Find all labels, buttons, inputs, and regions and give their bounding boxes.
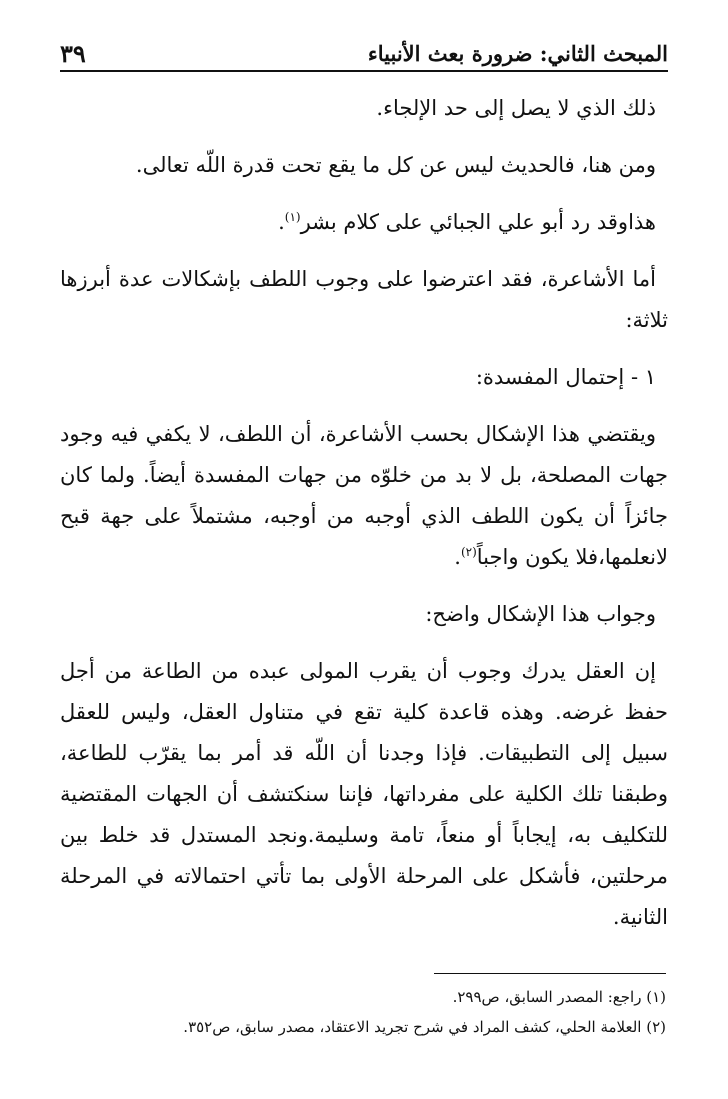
body-text	[60, 88, 668, 938]
paragraph-3: هذاوقد رد أبو علي الجبائي على كلام بشر$^{(١)}$.	[278, 210, 656, 234]
footnote-marker-1: (١)	[284, 210, 301, 224]
paragraph-5: ويقتضي هذا الإشكال بحسب الأشاعرة، أن اللطف، لا يكفي فيه وجود جهات المصلحة، بل لا بد من خلوّه من جهات المفسدة أيضاً. ولما كان جائزاً أن يكون اللطف الذي أوجبه من أوجبه، مشتملاً على جهة قبح لانعلمها،فلا يكون واجباً$^{(٢)}$.	[60, 422, 668, 569]
paragraph-6: وجواب هذا الإشكال واضح:	[425, 602, 656, 626]
paragraph-2: ومن هنا، فالحديث ليس عن كل ما يقع تحت قدرة اللّه تعالى.	[135, 153, 656, 177]
page-number: ٣٩	[60, 39, 86, 68]
chapter-title: المبحث الثاني: ضرورة بعث الأنبياء	[367, 41, 668, 66]
book-page	[60, 28, 668, 948]
running-header	[60, 28, 668, 72]
paragraph-4: أما الأشاعرة، فقد اعترضوا على وجوب اللطف بإشكالات عدة أبرزها ثلاثة:	[60, 267, 668, 332]
footnote-2: (٢) العلامة الحلي، كشف المراد في شرح تجريد الاعتقاد، مصدر سابق، ص٣٥٢.	[183, 1018, 666, 1036]
section-heading-1: ١ - إحتمال المفسدة:	[475, 365, 656, 389]
paragraph-1: ذلك الذي لا يصل إلى حد الإلجاء.	[376, 96, 656, 120]
footnote-1: (١) راجع: المصدر السابق، ص٢٩٩.	[452, 988, 666, 1006]
footnotes	[60, 982, 666, 1042]
paragraph-7: إن العقل يدرك وجوب أن يقرب المولى عبده من الطاعة من أجل حفظ غرضه. وهذه قاعدة كلية تقع في متناول العقل، وليس للعقل سبيل إلى التطبيقات. فإذا وجدنا أن اللّه قد أمر بما يقرّب للطاعة، وطبقنا تلك الكلية على مفرداتها، فإننا سنكتشف أن الجهات المقتضية للتكليف به، إيجاباً أو منعاً، تامة وسليمة.ونجد المستدل قد خلط بين مرحلتين، فأشكل على المرحلة الأولى بما تأتي احتمالاته في المرحلة الثانية.	[60, 659, 668, 929]
footnote-marker-2: (٢)	[460, 545, 477, 559]
